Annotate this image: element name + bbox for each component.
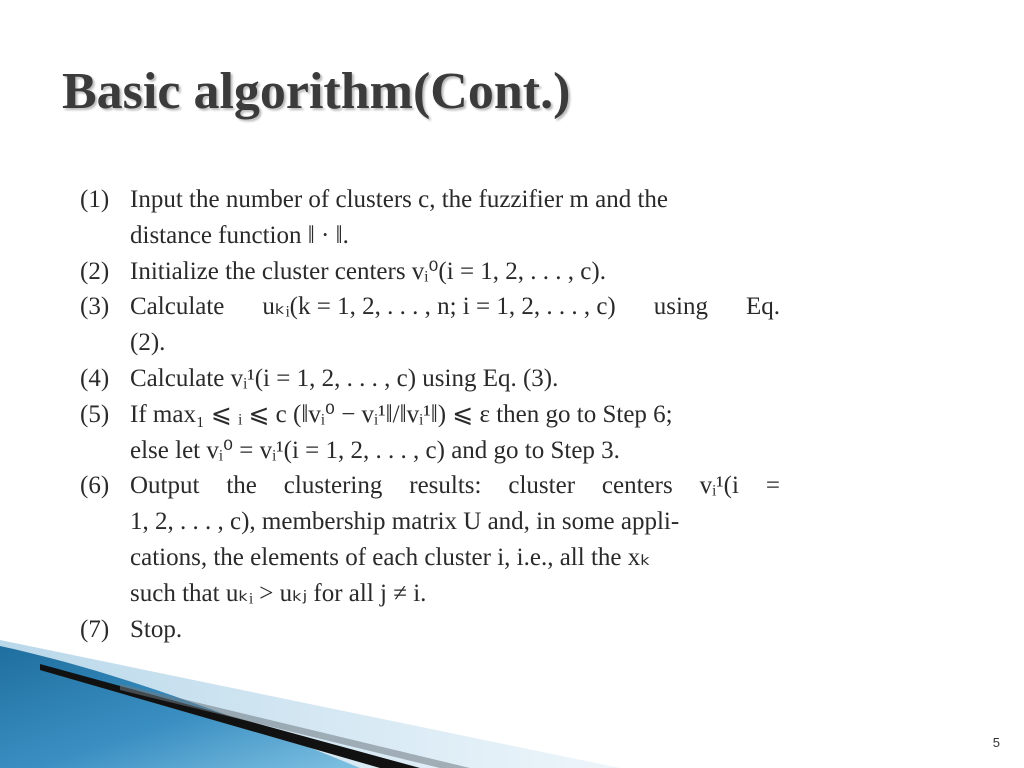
step-text-segment: cations, the elements of each cluster i, i.e., all the xₖ bbox=[130, 543, 651, 571]
step-line bbox=[130, 254, 780, 290]
algorithm-step bbox=[80, 397, 780, 469]
step-line bbox=[130, 218, 780, 254]
step-text-segment: 1, 2, . . . , c), membership matrix U and, in some appli- bbox=[130, 508, 680, 536]
step-number: (3) bbox=[80, 293, 110, 321]
step-text bbox=[130, 254, 780, 290]
algorithm-step bbox=[80, 182, 780, 254]
step-text-segment: Calculate vᵢ¹(i = 1, 2, . . . , c) using Eq. (3). bbox=[130, 364, 559, 392]
algorithm-step bbox=[80, 289, 780, 361]
step-line bbox=[130, 468, 780, 504]
step-line bbox=[130, 433, 780, 469]
step-number: (1) bbox=[80, 186, 110, 213]
step-text bbox=[130, 182, 780, 254]
step-text-segment: Input the number of clusters c, the fuzzifier m and the bbox=[130, 186, 669, 213]
step-line bbox=[130, 325, 780, 361]
step-text-segment: Initialize the cluster centers vᵢ⁰(i = 1, 2, . . . , c). bbox=[130, 257, 606, 285]
step-text-segment: Calculate bbox=[130, 293, 225, 321]
step-text-segment: using bbox=[653, 293, 708, 321]
step-text-segment: results: bbox=[409, 472, 482, 500]
step-text-segment: centers bbox=[601, 472, 673, 500]
step-text bbox=[130, 468, 780, 611]
step-text-segment: Eq. bbox=[745, 293, 780, 321]
step-text-segment: else let vᵢ⁰ = vᵢ¹(i = 1, 2, . . . , c) and go to Step 3. bbox=[130, 436, 620, 464]
step-text-segment: uₖᵢ(k = 1, 2, . . . , n; i = 1, 2, . . . , c) bbox=[262, 293, 616, 321]
step-line bbox=[130, 540, 780, 576]
step-number: (5) bbox=[80, 400, 110, 428]
step-text bbox=[130, 289, 780, 361]
step-text bbox=[130, 361, 780, 397]
step-text-segment: Output bbox=[130, 472, 200, 500]
step-text-segment: distance function ‖ · ‖. bbox=[130, 221, 349, 249]
step-line bbox=[130, 289, 780, 325]
step-text-segment: vᵢ¹(i bbox=[699, 472, 739, 500]
step-number: (6) bbox=[80, 472, 110, 500]
algorithm-steps bbox=[80, 182, 780, 647]
step-text-segment: If max₁ ⩽ ᵢ ⩽ c (‖vᵢ⁰ − vᵢ¹‖/‖vᵢ¹‖) ⩽ ε then go to Step 6; bbox=[130, 400, 673, 428]
step-text-segment: = bbox=[765, 472, 780, 500]
page-number: 5 bbox=[992, 735, 1000, 750]
step-line bbox=[130, 504, 780, 540]
step-text-segment: (2). bbox=[130, 329, 166, 357]
step-line bbox=[130, 182, 780, 218]
slide-title: Basic algorithm(Cont.) bbox=[62, 63, 571, 120]
step-number: (4) bbox=[80, 364, 110, 392]
algorithm-step bbox=[80, 468, 780, 611]
step-line bbox=[130, 397, 780, 433]
step-number: (2) bbox=[80, 257, 110, 285]
algorithm-step bbox=[80, 361, 780, 397]
step-text-segment: such that uₖᵢ > uₖⱼ for all j ≠ i. bbox=[130, 579, 427, 607]
algorithm-step bbox=[80, 254, 780, 290]
step-text-segment: Stop. bbox=[130, 615, 183, 643]
step-number: (7) bbox=[80, 615, 110, 643]
step-text bbox=[130, 397, 780, 469]
step-text-segment: cluster bbox=[508, 472, 576, 500]
step-text-segment: the bbox=[226, 472, 257, 500]
step-text-segment: clustering bbox=[283, 472, 383, 500]
step-line bbox=[130, 361, 780, 397]
corner-decoration bbox=[0, 600, 620, 768]
